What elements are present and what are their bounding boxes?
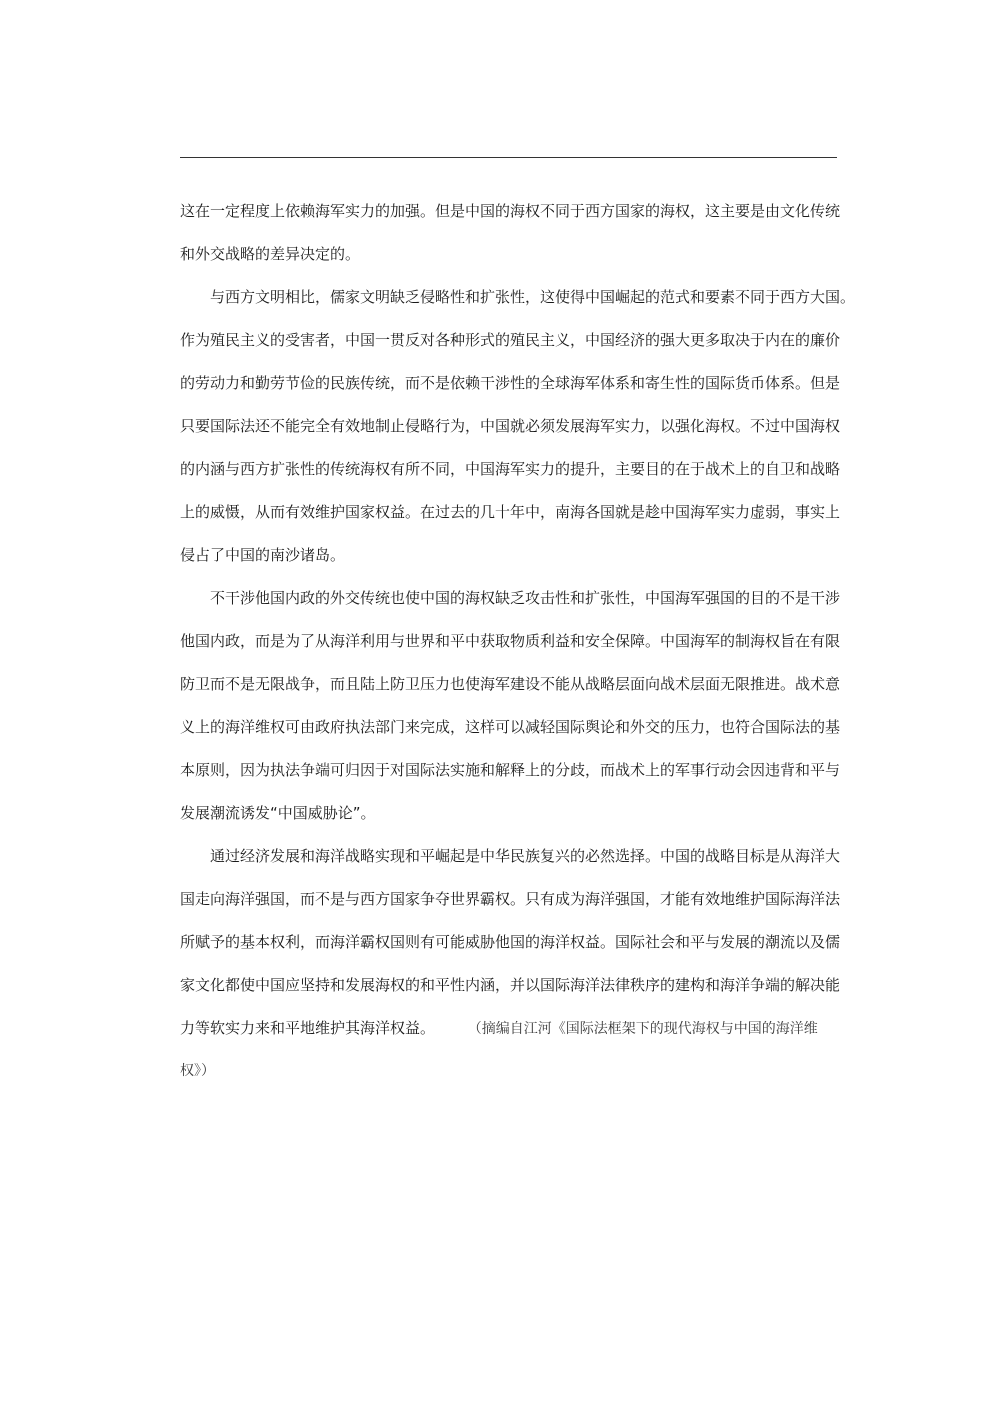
paragraph-line: 通过经济发展和海洋战略实现和平崛起是中华民族复兴的必然选择。中国的战略目标是从海洋大 <box>210 847 841 865</box>
paragraph-line: 不干涉他国内政的外交传统也使中国的海权缺乏攻击性和扩张性，中国海军强国的目的不是干涉 <box>210 589 841 607</box>
paragraph-line: 防卫而不是无限战争，而且陆上防卫压力也使海军建设不能从战略层面向战术层面无限推进。战术意 <box>180 675 841 693</box>
paragraph-line: 发展潮流诱发“中国威胁论”。 <box>180 804 376 822</box>
paragraph-line: 作为殖民主义的受害者，中国一贯反对各种形式的殖民主义，中国经济的强大更多取决于内在的廉价 <box>180 331 841 349</box>
paragraph-line: 的内涵与西方扩张性的传统海权有所不同，中国海军实力的提升，主要目的在于战术上的自卫和战略 <box>180 460 841 478</box>
paragraph-line: 本原则，因为执法争端可归因于对国际法实施和解释上的分歧，而战术上的军事行动会因违背和平与 <box>180 761 841 779</box>
paragraph-line: 上的威慑，从而有效维护国家权益。在过去的几十年中，南海各国就是趁中国海军实力虚弱，事实上 <box>180 503 841 521</box>
paragraph-line-text: 力等软实力来和平地维护其海洋权益。 <box>180 1019 436 1037</box>
paragraph-line: 义上的海洋维权可由政府执法部门来完成，这样可以减轻国际舆论和外交的压力，也符合国际法的基 <box>180 718 841 736</box>
paragraph-line: 所赋予的基本权利，而海洋霸权国则有可能威胁他国的海洋权益。国际社会和平与发展的潮流以及儒 <box>180 933 841 951</box>
paragraph-line: 只要国际法还不能完全有效地制止侵略行为，中国就必须发展海军实力，以强化海权。不过中国海权 <box>180 417 841 435</box>
paragraph-line: 国走向海洋强国，而不是与西方国家争夺世界霸权。只有成为海洋强国，才能有效地维护国际海洋法 <box>180 890 841 908</box>
paragraph-line: 他国内政，而是为了从海洋利用与世界和平中获取物质利益和安全保障。中国海军的制海权旨在有限 <box>180 632 841 650</box>
paragraph-line-with-citation <box>180 1007 830 1050</box>
paragraph-line: 和外交战略的差异决定的。 <box>180 245 361 263</box>
paragraph-line: 家文化都使中国应坚持和发展海权的和平性内涵，并以国际海洋法律秩序的建构和海洋争端的解决能 <box>180 976 841 994</box>
paragraph-line: 这在一定程度上依赖海军实力的加强。但是中国的海权不同于西方国家的海权，这主要是由文化传统 <box>180 202 841 220</box>
source-citation: （摘编自江河《国际法框架下的现代海权与中国的海洋维 <box>467 1021 818 1037</box>
paragraph-line: 的劳动力和勤劳节俭的民族传统，而不是依赖干涉性的全球海军体系和寄生性的国际货币体系。但是 <box>180 374 841 392</box>
paragraph-line: 侵占了中国的南沙诸岛。 <box>180 546 346 564</box>
paragraph-line: 与西方文明相比，儒家文明缺乏侵略性和扩张性，这使得中国崛起的范式和要素不同于西方大国。 <box>210 288 856 306</box>
source-citation-end: 权》） <box>180 1063 215 1079</box>
article-body <box>180 190 856 1093</box>
header-rule <box>180 157 837 158</box>
